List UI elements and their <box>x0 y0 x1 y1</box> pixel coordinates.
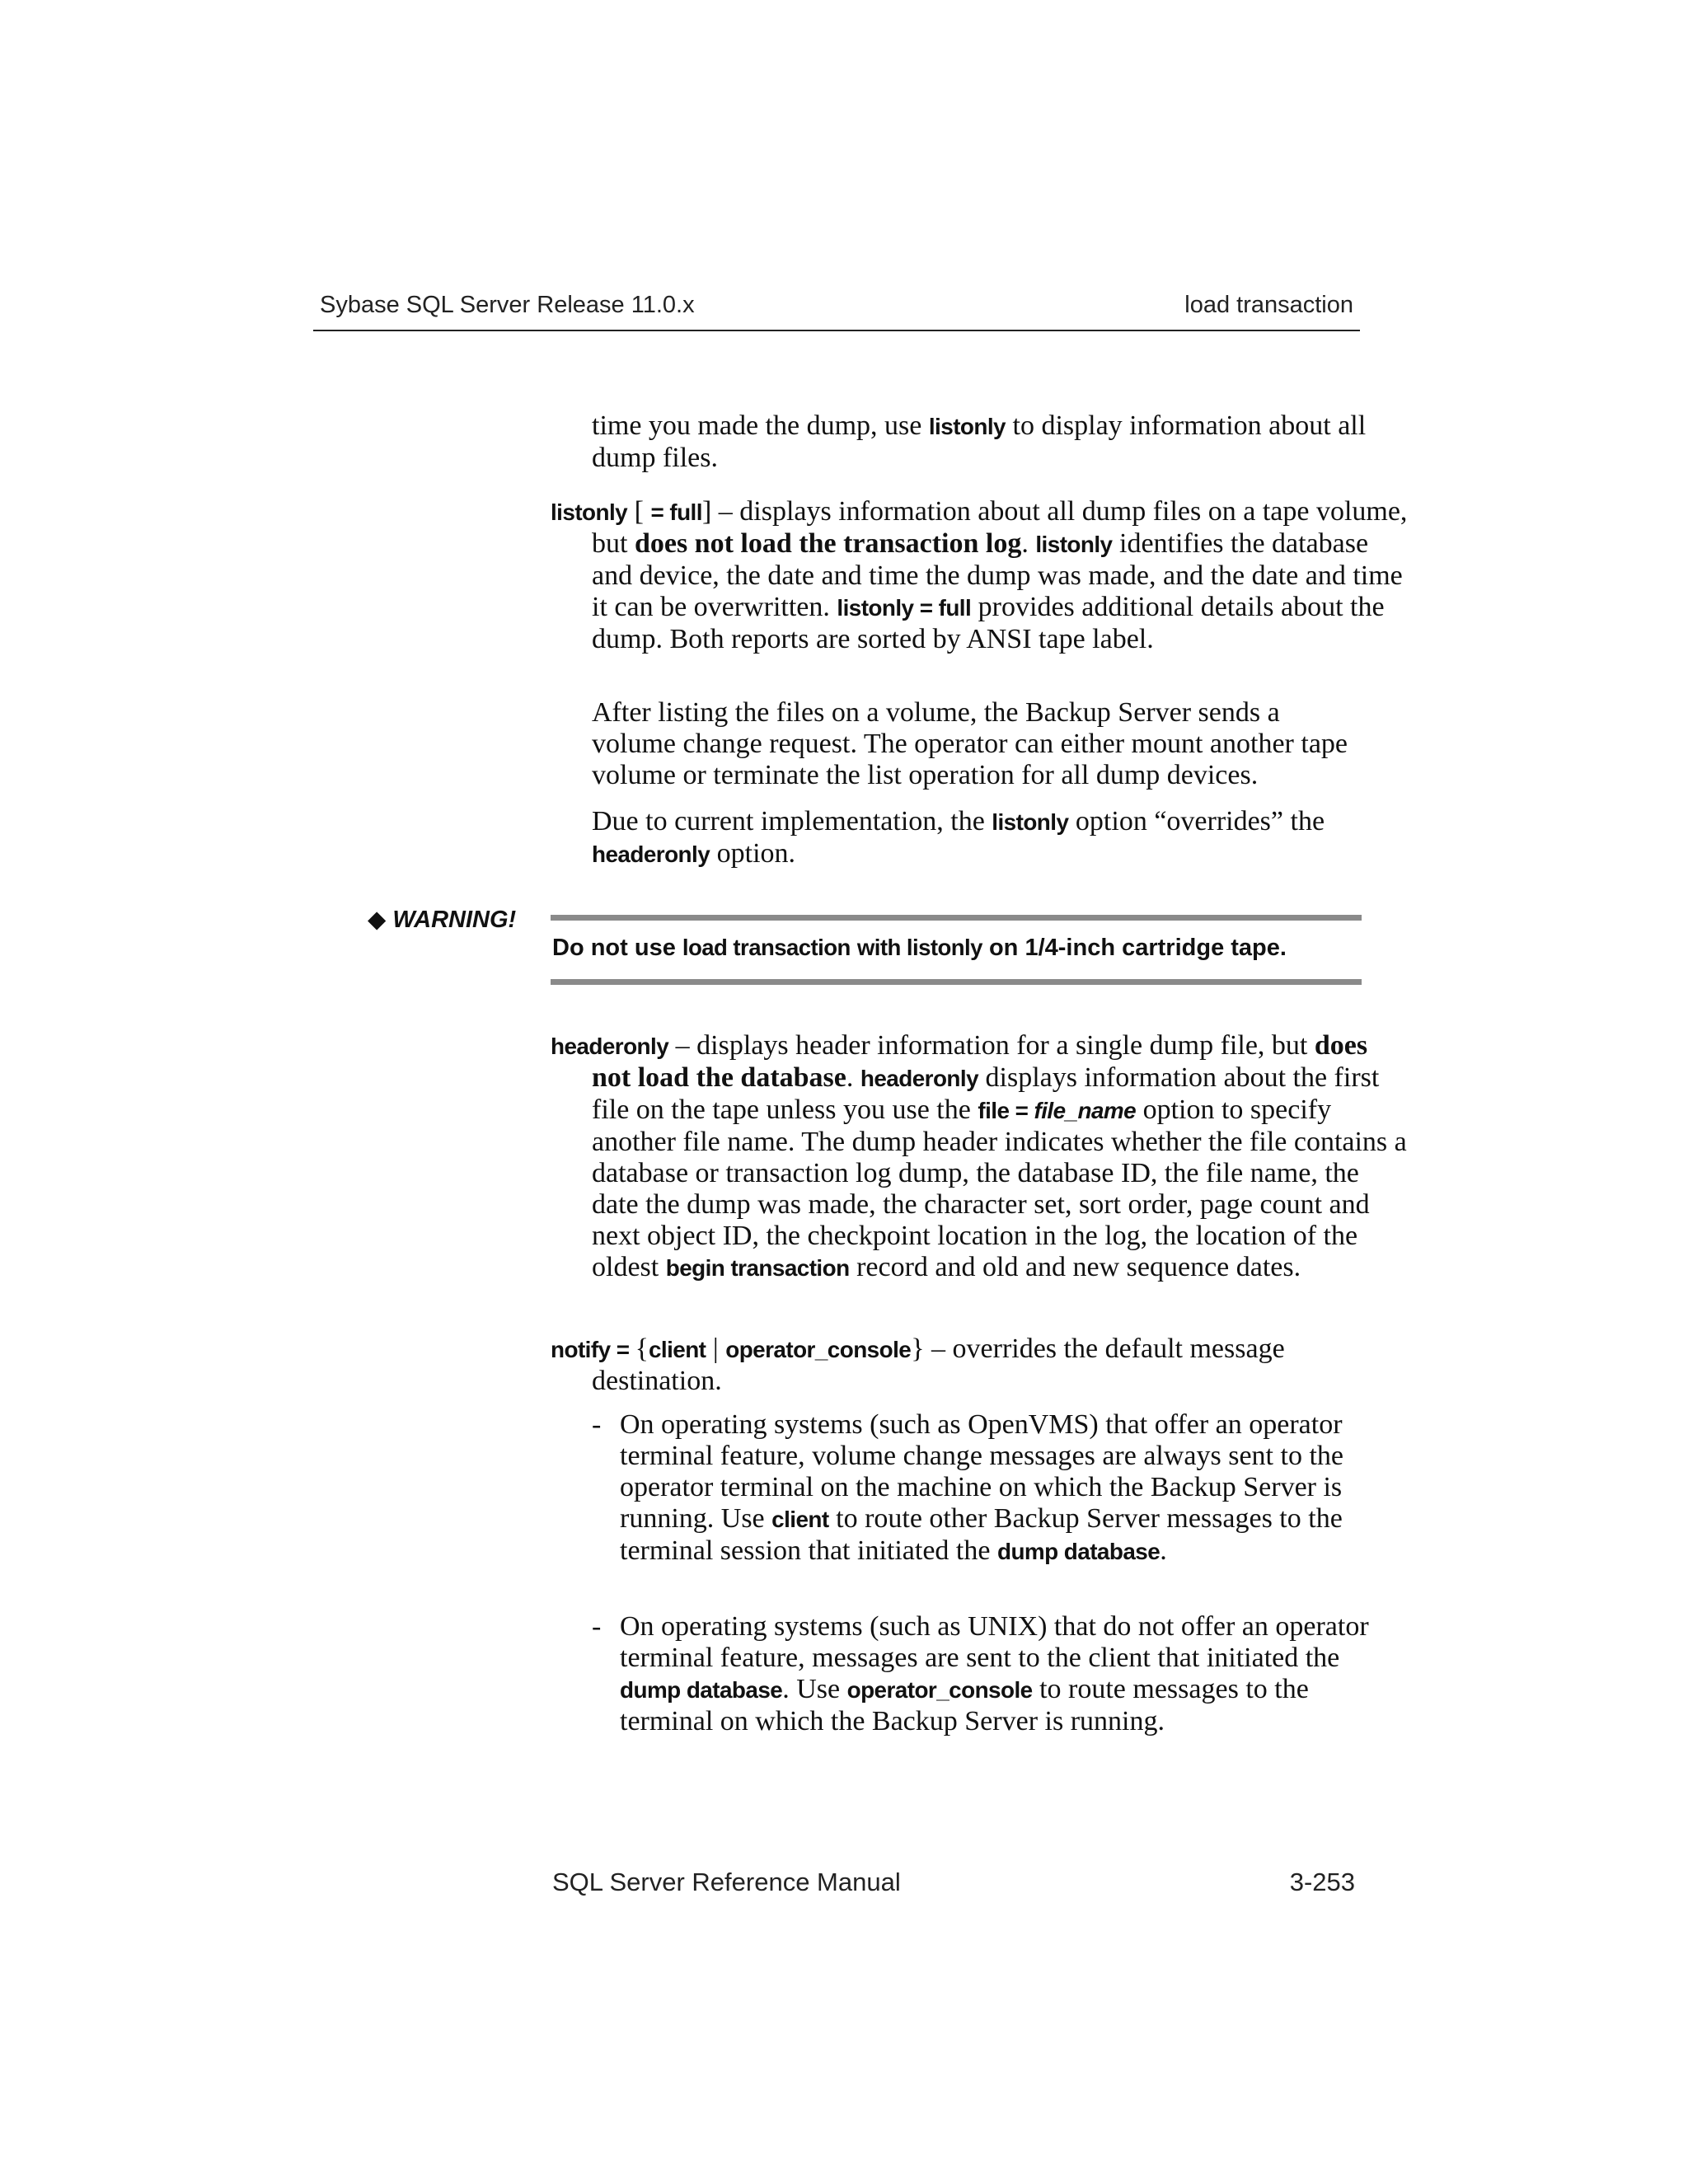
warning-label <box>368 903 516 936</box>
text: . Use <box>782 1674 847 1704</box>
text: } – overrides the default message destination. <box>592 1333 1285 1396</box>
keyword: listonly <box>551 499 628 525</box>
bold-text: does not load the transaction log <box>634 528 1022 559</box>
keyword: notify = <box>551 1337 635 1362</box>
text: | <box>706 1333 726 1364</box>
keyword: listonly <box>992 809 1069 835</box>
text: to route other Backup Server messages to the terminal session that initiated the <box>620 1503 1343 1566</box>
dash-bullet-icon: - <box>592 1611 602 1642</box>
text: On operating systems (such as OpenVMS) that offer an operator terminal feature, volume change messages are always sent to the operator terminal on the machine on which the Backup Server is running. Use <box>620 1409 1343 1534</box>
page-number: 3-253 <box>1289 1868 1355 1896</box>
text: – displays header information for a single dump file, but <box>668 1030 1315 1061</box>
intro-paragraph <box>592 410 1367 474</box>
keyword: client <box>648 1337 706 1362</box>
text <box>851 935 857 961</box>
keyword-italic: file_name <box>1034 1098 1137 1123</box>
headeronly-entry <box>551 1030 1408 1284</box>
keyword: dump database <box>996 1539 1160 1564</box>
header-left: Sybase SQL Server Release 11.0.x <box>320 292 695 318</box>
running-header <box>313 288 1360 331</box>
keyword: = full <box>650 499 702 525</box>
keyword: client <box>771 1507 829 1532</box>
text: provides additional details about the dump. Both reports are sorted by ANSI tape label. <box>592 592 1385 654</box>
keyword: listonly <box>1035 532 1113 557</box>
warning-title: WARNING! <box>392 907 517 933</box>
keyword: operator_console <box>846 1677 1033 1703</box>
keyword: listonly <box>928 414 1006 439</box>
text: identifies the database and device, the date and time the dump was made, and the date and time it can be overwritten. <box>592 528 1403 622</box>
diamond-icon: ◆ <box>368 907 387 933</box>
listonly-entry <box>551 496 1408 655</box>
bold-text: does not load the database <box>592 1030 1368 1093</box>
keyword: load transaction <box>682 935 851 960</box>
keyword: headeronly <box>551 1033 669 1059</box>
text: time you made the dump, use <box>592 410 929 441</box>
list-item <box>592 1611 1395 1737</box>
text: record and old and new sequence dates. <box>849 1252 1301 1282</box>
text: option “overrides” the <box>1068 806 1325 837</box>
after-listing-paragraph: After listing the files on a volume, the Backup Server sends a volume change request. The operator can either mount another tape volume or terminate the list operation for all dump devices. <box>592 697 1348 790</box>
text: Due to current implementation, the <box>592 806 992 837</box>
text: { <box>635 1333 649 1364</box>
header-right: load transaction <box>1184 292 1353 318</box>
text: . <box>846 1062 860 1093</box>
text: . <box>1021 528 1036 559</box>
keyword: dump database <box>620 1677 783 1703</box>
text: option to specify another file name. The dump header indicates whether the file contains a database or transaction log dump, the database ID, the file name, the date the dump was made, the character set, sort order, page count and next object ID, the checkpoint location in the log, the location of the oldest <box>592 1094 1407 1282</box>
keyword: operator_console <box>725 1337 912 1362</box>
warning-top-rule <box>551 915 1362 921</box>
text: [ <box>627 496 651 527</box>
text: Do not use <box>552 935 682 961</box>
dash-bullet-icon: - <box>592 1409 602 1440</box>
keyword: headeronly <box>592 841 710 867</box>
text: to route messages to the terminal on which the Backup Server is running. <box>620 1674 1309 1736</box>
text: to display information about all dump files. <box>592 410 1367 473</box>
text: displays information about the first file on the tape unless you use the <box>592 1062 1380 1125</box>
keyword: file = <box>978 1098 1034 1123</box>
notify-entry <box>551 1333 1408 1397</box>
text: On operating systems (such as UNIX) that do not offer an operator terminal feature, messages are sent to the client that initiated the <box>620 1611 1369 1673</box>
keyword: begin transaction <box>665 1255 850 1281</box>
text: . <box>1160 1535 1167 1566</box>
keyword: listonly = full <box>837 595 972 621</box>
text: option. <box>710 838 796 869</box>
keyword: with listonly <box>856 935 982 960</box>
text: ] – displays information about all dump files on a tape volume, but <box>592 496 1408 559</box>
text: on 1/4-inch cartridge tape. <box>982 935 1287 961</box>
footer-title: SQL Server Reference Manual <box>552 1868 901 1896</box>
overrides-paragraph <box>592 806 1367 870</box>
warning-text <box>552 931 1360 964</box>
keyword: headeronly <box>860 1066 979 1091</box>
warning-bottom-rule <box>551 979 1362 985</box>
list-item <box>592 1409 1395 1568</box>
